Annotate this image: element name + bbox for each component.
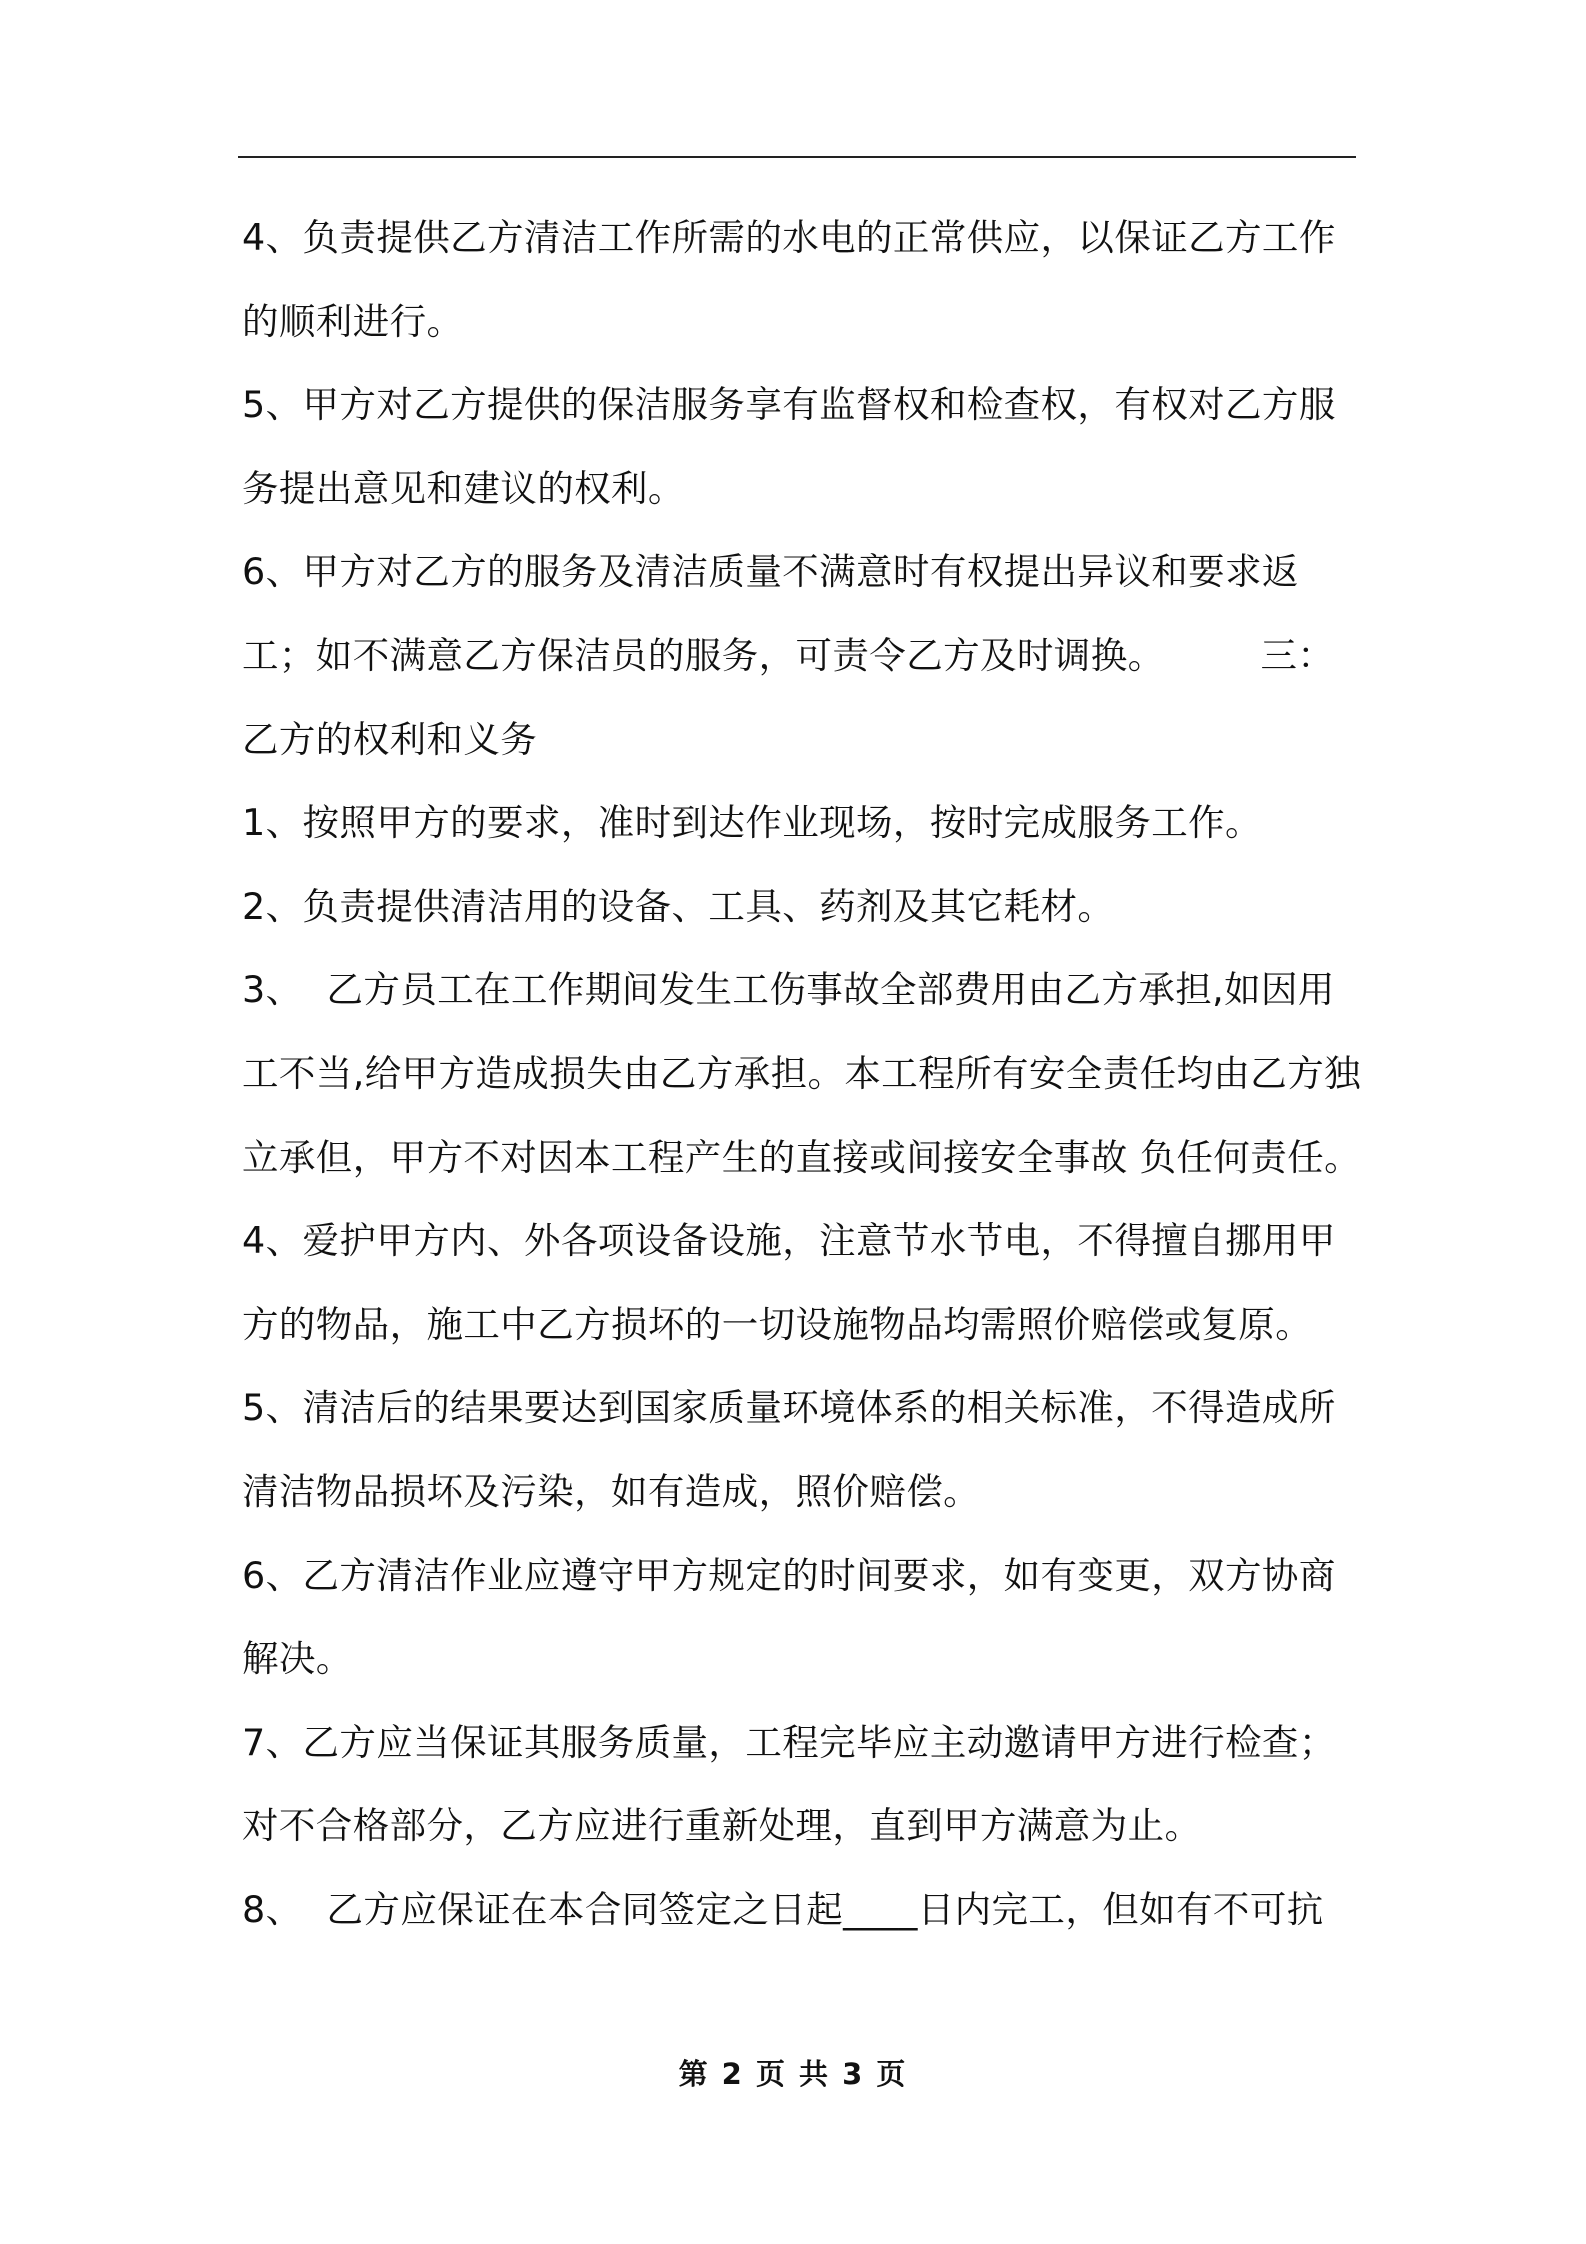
header-rule (238, 156, 1356, 158)
paragraph-party-b-duty-5: 5、清洁后的结果要达到国家质量环境体系的相关标准，不得造成所清洁物品损坏及污染，如有造成，照价赔偿。 (242, 1386, 1336, 1513)
paragraph-party-b-duty-6: 6、乙方清洁作业应遵守甲方规定的时间要求，如有变更，双方协商解决。 (242, 1553, 1336, 1681)
document-body (242, 196, 1367, 1951)
paragraph-objection-right: 6、甲方对乙方的服务及清洁质量不满意时有权提出异议和要求返工；如不满意乙方保洁员的服务，可责令乙方及时调换。 三：乙方的权利和义务 (242, 550, 1335, 761)
paragraph-party-b-duty-7: 7、乙方应当保证其服务质量，工程完毕应主动邀请甲方进行检查；对不合格部分，乙方应进行重新处理，直到甲方满意为止。 (242, 1720, 1336, 1848)
page-footer (0, 2052, 1586, 2093)
paragraph-party-b-duty-8: 8、 乙方应保证在本合同签定之日起____日内完工，但如有不可抗 (242, 1887, 1324, 1931)
paragraph-party-b-duty-1: 1、按照甲方的要求，准时到达作业现场，按时完成服务工作。 (242, 801, 1262, 845)
paragraph-party-b-duty-3: 3、 乙方员工在工作期间发生工伤事故全部费用由乙方承担,如因用工不当,给甲方造成损失由乙方承担。本工程所有安全责任均由乙方独立承但，甲方不对因本工程产生的直接或间接安全事故 负任何责任。 (242, 968, 1362, 1179)
paragraph-party-b-duty-4: 4、爱护甲方内、外各项设备设施，注意节水节电，不得擅自挪用甲方的物品，施工中乙方损坏的一切设施物品均需照价赔偿或复原。 (242, 1219, 1336, 1346)
paragraph-supervision-right: 5、甲方对乙方提供的保洁服务享有监督权和检查权，有权对乙方服务提出意见和建议的权利。 (242, 383, 1336, 510)
paragraph-party-b-duty-2: 2、负责提供清洁用的设备、工具、药剂及其它耗材。 (242, 884, 1115, 928)
paragraph-supply-utilities: 4、负责提供乙方清洁工作所需的水电的正常供应，以保证乙方工作的顺利进行。 (242, 216, 1336, 343)
page-number: 第 2 页 共 3 页 (678, 2057, 908, 2091)
